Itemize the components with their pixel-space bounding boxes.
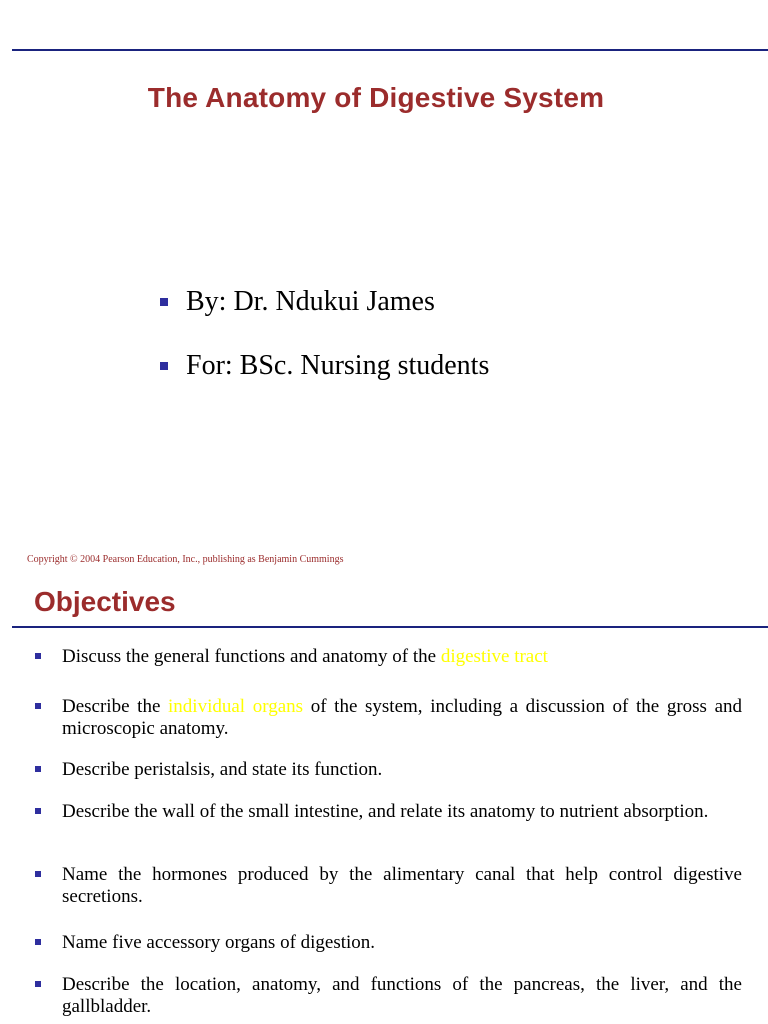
- title-divider-line: [12, 49, 768, 51]
- objective-item: [34, 932, 742, 974]
- objective-item: [34, 864, 742, 932]
- square-bullet-icon: [35, 653, 41, 659]
- objective-text: [62, 646, 742, 668]
- copyright-notice: Copyright © 2004 Pearson Education, Inc., publishing as Benjamin Cummings: [27, 554, 344, 565]
- square-bullet-icon: [35, 939, 41, 945]
- audience-text: For: BSc. Nursing students: [186, 350, 490, 381]
- objective-text: [62, 696, 742, 740]
- objective-text: Describe the wall of the small intestine, and relate its anatomy to nutrient absorption.: [62, 801, 709, 822]
- slide-title: The Anatomy of Digestive System: [147, 82, 605, 113]
- objectives-list: [34, 646, 742, 1024]
- square-bullet-icon: [35, 703, 41, 709]
- highlighted-term: individual organs: [168, 696, 304, 717]
- objective-item: [34, 974, 742, 1024]
- objectives-divider-line: [12, 626, 768, 628]
- objective-item: [34, 696, 742, 759]
- author-bullet-for: [158, 346, 489, 410]
- objective-text-part: of the system, including a discussion of the gross and microscopic anatomy.: [62, 696, 743, 739]
- objective-text: Describe peristalsis, and state its function.: [62, 759, 383, 780]
- highlighted-term: digestive tract: [440, 646, 548, 667]
- objective-item: [34, 646, 742, 696]
- square-bullet-icon: [35, 808, 41, 814]
- objective-item: [34, 801, 742, 864]
- author-bullet-by: [158, 282, 489, 346]
- objective-text-part: Describe the: [62, 696, 169, 717]
- square-bullet-icon: [35, 766, 41, 772]
- objective-text: Name the hormones produced by the alimentary canal that help control digestive secretions.: [62, 864, 742, 907]
- author-list: [158, 282, 489, 410]
- square-bullet-icon: [160, 298, 168, 306]
- objective-item: [34, 759, 742, 801]
- objective-text: Name five accessory organs of digestion.: [62, 932, 376, 953]
- square-bullet-icon: [160, 362, 168, 370]
- square-bullet-icon: [35, 871, 41, 877]
- objective-text-part: Discuss the general functions and anatomy of the: [62, 646, 441, 667]
- square-bullet-icon: [35, 981, 41, 987]
- objectives-heading: Objectives: [34, 586, 176, 617]
- author-text: By: Dr. Ndukui James: [186, 286, 435, 317]
- objective-text: Describe the location, anatomy, and functions of the pancreas, the liver, and the gallbladder.: [62, 974, 742, 1017]
